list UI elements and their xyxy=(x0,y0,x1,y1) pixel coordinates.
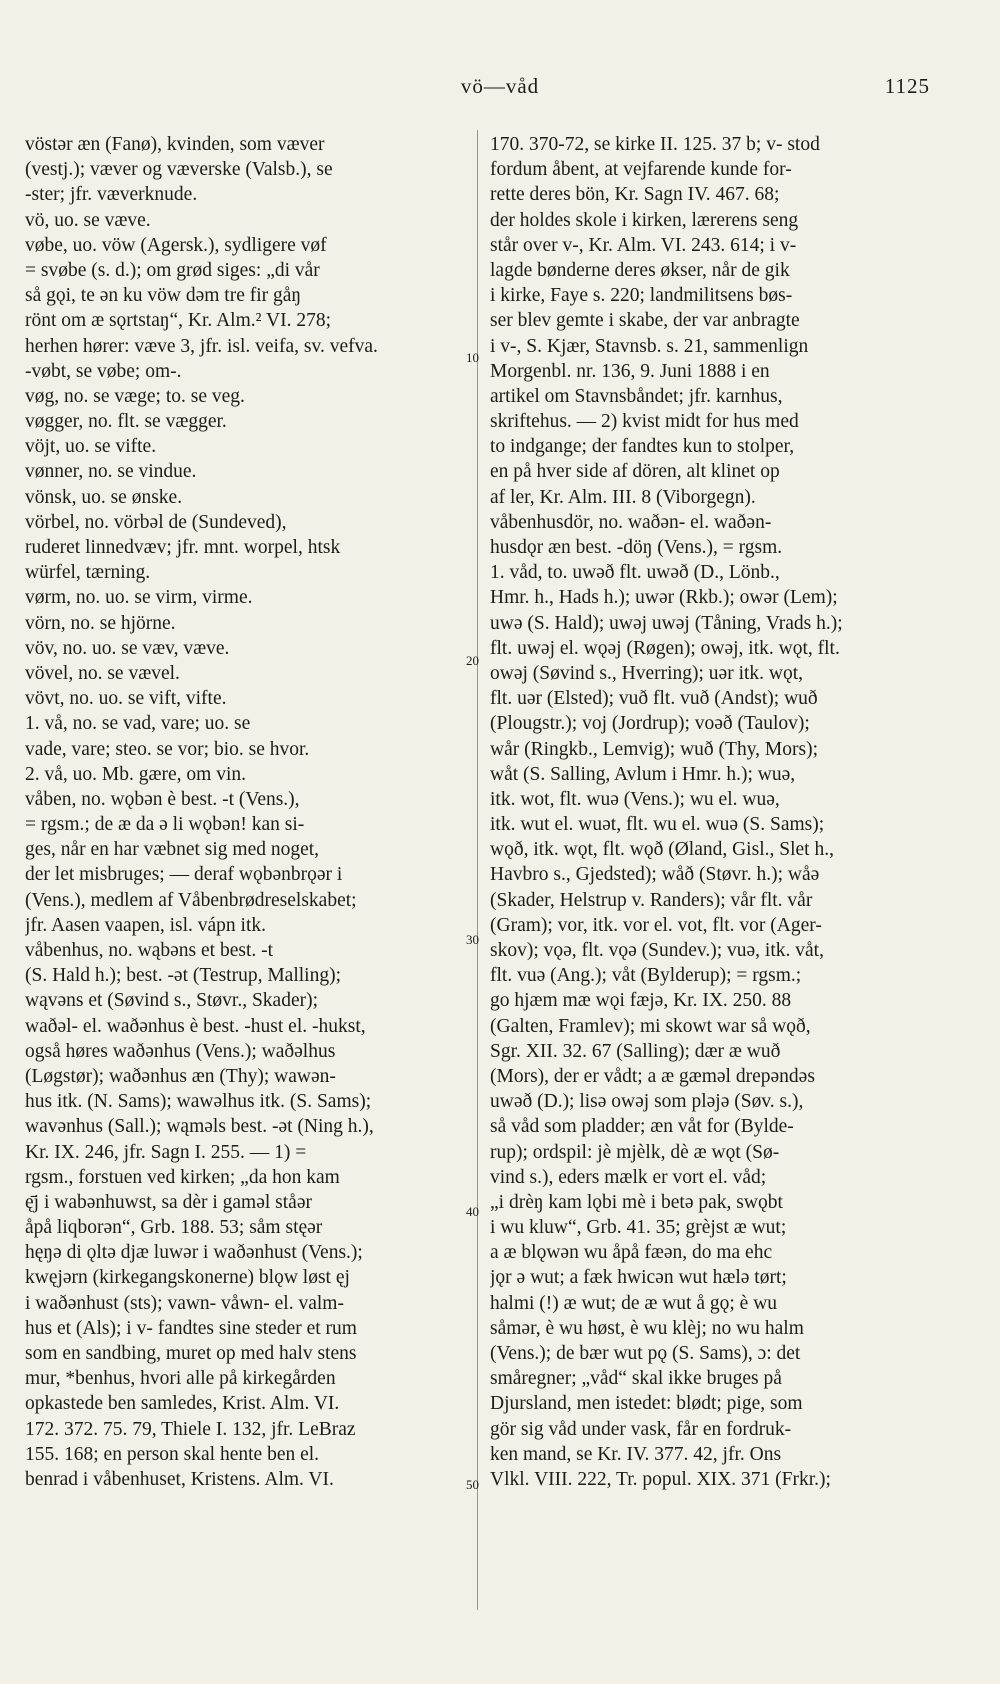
text-line: wåt (S. Salling, Avlum i Hmr. h.); wuə, xyxy=(490,763,796,785)
text-line: vöjt, uo. se vifte. xyxy=(25,436,157,458)
text-line: = rgsm.; de æ da ə li wǫbən! kan si- xyxy=(25,814,305,836)
text-line: benrad i våbenhuset, Kristens. Alm. VI. xyxy=(25,1468,334,1490)
text-line: to indgange; der fandtes kun to stolper, xyxy=(490,436,795,458)
text-line: vønner, no. se vindue. xyxy=(25,461,197,483)
text-line: „i drèŋ kam lǫbi mè i betə pak, swǫbt xyxy=(490,1191,783,1213)
text-line: Sgr. XII. 32. 67 (Salling); dær æ wuð xyxy=(490,1040,781,1062)
text-line: würfel, tærning. xyxy=(25,562,151,584)
text-line: flt. vuə (Ang.); våt (Bylderup); = rgsm.; xyxy=(490,965,802,987)
text-line: i kirke, Faye s. 220; landmilitsens bøs- xyxy=(490,285,793,307)
page-header-title: vö—våd xyxy=(460,74,540,98)
text-line: rgsm., forstuen ved kirken; „da hon kam xyxy=(25,1166,340,1188)
text-line: flt. uər (Elsted); vuð flt. vuð (Andst); wuð xyxy=(490,688,818,710)
text-line: ken mand, se Kr. IV. 377. 42, jfr. Ons xyxy=(490,1443,782,1465)
text-line: owəj (Søvind s., Hverring); uər itk. wǫt, xyxy=(490,662,804,684)
text-line: ę̄j i wabənhuwst, sa dèr i gaməl ståər xyxy=(25,1191,312,1213)
text-line: waðəl- el. waðənhus è best. -hust el. -hukst, xyxy=(25,1015,366,1037)
text-line: rup); ordspil: jè mjèlk, dè æ wǫt (Sø- xyxy=(490,1141,780,1163)
text-line: i waðənhust (sts); vawn- våwn- el. valm- xyxy=(25,1292,344,1314)
text-line: i v-, S. Kjær, Stavnsb. s. 21, sammenlign xyxy=(490,335,809,357)
text-line: husdǫr æn best. -döŋ (Vens.), = rgsm. xyxy=(490,537,783,558)
text-line: mur, *benhus, hvori alle på kirkegården xyxy=(25,1368,336,1390)
text-line: vörbel, no. vörbəl de (Sundeved), xyxy=(25,511,287,533)
text-line: artikel om Stavnsbåndet; jfr. karnhus, xyxy=(490,385,783,407)
text-line: (Løgstør); waðənhus æn (Thy); wawən- xyxy=(25,1065,336,1087)
text-line: itk. wut el. wuət, flt. wu el. wuə (S. Sams); xyxy=(490,814,825,836)
left-column xyxy=(25,132,465,1492)
text-line: Hmr. h., Hads h.); uwər (Rkb.); owər (Lem); xyxy=(490,587,838,609)
text-line: vönsk, uo. se ønske. xyxy=(25,486,183,508)
text-line: 155. 168; en person skal hente ben el. xyxy=(25,1443,320,1465)
text-line: vöstər æn (Fanø), kvinden, som væver xyxy=(25,134,325,155)
text-line: 170. 370-72, se kirke II. 125. 37 b; v- stod xyxy=(490,134,820,155)
text-line: (Vens.), medlem af Våbenbrødreselskabet; xyxy=(25,889,357,911)
text-line: vövel, no. se vævel. xyxy=(25,662,180,684)
text-line: halmi (!) æ wut; de æ wut å gǫ; è wu xyxy=(490,1292,778,1314)
text-line: af ler, Kr. Alm. III. 8 (Viborgegn). xyxy=(490,486,756,508)
text-line: Havbro s., Gjedsted); wåð (Støvr. h.); wåə xyxy=(490,864,820,886)
text-line: lagde bønderne deres økser, når de gik xyxy=(490,259,790,281)
text-line: uwəð (D.); lisə owəj som pləjə (Søv. s.), xyxy=(490,1091,804,1113)
text-line: i wu kluw“, Grb. 41. 35; grèjst æ wut; xyxy=(490,1217,787,1239)
text-line: ruderet linnedvæv; jfr. mnt. worpel, htsk xyxy=(25,537,341,558)
right-column xyxy=(490,132,945,1492)
text-line: 1. vå, no. se vad, vare; uo. se xyxy=(25,713,251,735)
text-line: som en sandbing, muret op med halv stens xyxy=(25,1343,357,1364)
text-line: (Plougstr.); voj (Jordrup); voəð (Taulov); xyxy=(490,713,810,735)
text-line: flt. uwəj el. wǫəj (Røgen); owəj, itk. wǫt, flt. xyxy=(490,637,840,659)
text-line: våben, no. wǫbən è best. -t (Vens.), xyxy=(25,788,300,810)
text-line: (vestj.); væver og væverske (Valsb.), se xyxy=(25,159,333,181)
text-line: wąvəns et (Søvind s., Støvr., Skader); xyxy=(25,990,319,1012)
text-line: itk. wot, flt. wuə (Vens.); wu el. wuə, xyxy=(490,788,780,810)
line-number-50: 50 xyxy=(466,1477,479,1492)
text-line: (S. Hald h.); best. -ət (Testrup, Malling); xyxy=(25,965,341,987)
text-line: jfr. Aasen vaapen, isl. vápn itk. xyxy=(25,914,266,936)
text-line: herhen hører: væve 3, jfr. isl. veifa, sv. vefva. xyxy=(25,335,378,357)
text-line: jǫr ə wut; a fæk hwicən wut hælə tørt; xyxy=(490,1267,787,1289)
text-line: vöv, no. uo. se væv, væve. xyxy=(25,637,230,659)
text-line: ges, når en har væbnet sig med noget, xyxy=(25,839,320,861)
text-line: der let misbruges; — deraf wǫbənbrǫər i xyxy=(25,864,343,886)
text-line: fordum åbent, at vejfarende kunde for- xyxy=(490,159,792,181)
text-line: 172. 372. 75. 79, Thiele I. 132, jfr. LeBraz xyxy=(25,1418,356,1440)
text-line: uwə (S. Hald); uwəj uwəj (Tåning, Vrads h.); xyxy=(490,612,843,634)
text-line: vøbe, uo. vöw (Agersk.), sydligere vøf xyxy=(25,234,327,256)
text-line: 1. våd, to. uwəð flt. uwəð (D., Lönb., xyxy=(490,562,780,584)
text-line: hęŋə di ǫltə djæ luwər i waðənhust (Vens.); xyxy=(25,1242,363,1264)
text-line: vövt, no. uo. se vift, vifte. xyxy=(25,688,227,710)
text-line: Morgenbl. nr. 136, 9. Juni 1888 i en xyxy=(490,360,770,382)
text-line: våbenhus, no. wąbəns et best. -t xyxy=(25,940,274,961)
text-line: -ster; jfr. væverknude. xyxy=(25,184,198,206)
text-line: såmər, è wu høst, è wu klèj; no wu halm xyxy=(490,1317,804,1339)
text-line: våbenhusdör, no. waðən- el. waðən- xyxy=(490,511,772,533)
text-line: 2. vå, uo. Mb. gære, om vin. xyxy=(25,763,246,785)
text-line: rette deres bön, Kr. Sagn IV. 467. 68; xyxy=(490,184,780,206)
running-head xyxy=(0,74,1000,102)
text-line: åpå liqborən“, Grb. 188. 53; såm stęər xyxy=(25,1217,323,1239)
text-line: vade, vare; steo. se vor; bio. se hvor. xyxy=(25,738,310,760)
text-line: (Vens.); de bær wut pǫ (S. Sams), ɔ: det xyxy=(490,1343,801,1364)
text-line: Djursland, men istedet: blødt; pige, som xyxy=(490,1393,803,1415)
text-line: der holdes skole i kirken, lærerens seng xyxy=(490,209,799,231)
text-line: Vlkl. VIII. 222, Tr. popul. XIX. 371 (Frkr.); xyxy=(490,1468,831,1490)
page-number: 1125 xyxy=(884,74,930,98)
text-line: opkastede ben samledes, Krist. Alm. VI. xyxy=(25,1393,340,1415)
text-line: står over v-, Kr. Alm. VI. 243. 614; i v- xyxy=(490,234,797,256)
text-line: vörn, no. se hjörne. xyxy=(25,612,176,634)
text-line: en på hver side af dören, alt klinet op xyxy=(490,461,780,483)
text-line: wavənhus (Sall.); wąməls best. -ət (Ning h.), xyxy=(25,1116,374,1138)
text-line: skriftehus. — 2) kvist midt for hus med xyxy=(490,411,799,433)
text-line: (Gram); vor, itk. vor el. vot, flt. vor (Ager- xyxy=(490,914,822,936)
text-line: (Skader, Helstrup v. Randers); vår flt. vår xyxy=(490,889,813,911)
text-line: -vøbt, se vøbe; om-. xyxy=(25,360,182,382)
text-line: vøgger, no. flt. se vægger. xyxy=(25,411,227,433)
text-line: så gǫi, te ən ku vöw dəm tre fir gåŋ xyxy=(25,285,302,307)
text-line: = svøbe (s. d.); om grød siges: „di vår xyxy=(25,259,320,281)
text-line: småregner; „våd“ skal ikke bruges på xyxy=(490,1368,782,1390)
text-line: (Galten, Framlev); mi skowt war så wǫð, xyxy=(490,1015,811,1037)
text-line: rönt om æ sǫrtstaŋ“, Kr. Alm.² VI. 278; xyxy=(25,310,332,332)
line-number-20: 20 xyxy=(466,653,479,668)
text-line: ser blev gemte i skabe, der var anbragte xyxy=(490,310,800,332)
text-line: wǫð, itk. wǫt, flt. wǫð (Øland, Gisl., Slet h., xyxy=(490,839,834,861)
text-line: vørm, no. uo. se virm, virme. xyxy=(25,587,253,609)
text-line: vö, uo. se væve. xyxy=(25,209,151,231)
text-line: så våd som pladder; æn våt for (Bylde- xyxy=(490,1116,794,1138)
text-line: go hjæm mæ wǫi fæjə, Kr. IX. 250. 88 xyxy=(490,990,792,1012)
text-line: vøg, no. se væge; to. se veg. xyxy=(25,385,245,407)
text-line: skov); vǫə, flt. vǫə (Sundev.); vuə, itk. våt, xyxy=(490,940,824,961)
line-number-40: 40 xyxy=(466,1204,479,1219)
text-line: vind s.), eders mælk er vort el. våd; xyxy=(490,1166,767,1188)
text-line: hus itk. (N. Sams); wawəlhus itk. (S. Sams); xyxy=(25,1091,372,1113)
line-number-10: 10 xyxy=(466,350,479,365)
text-line: gör sig våd under vask, får en fordruk- xyxy=(490,1418,792,1440)
text-line: kwęjərn (kirkegangskonerne) blǫw løst ęj xyxy=(25,1267,350,1289)
text-line: Kr. IX. 246, jfr. Sagn I. 255. — 1) = xyxy=(25,1141,307,1163)
text-line: wår (Ringkb., Lemvig); wuð (Thy, Mors); xyxy=(490,738,819,760)
text-line: også høres waðənhus (Vens.); waðəlhus xyxy=(25,1040,336,1062)
text-line: (Mors), der er vådt; a æ gæməl drepəndəs xyxy=(490,1065,815,1087)
line-number-30: 30 xyxy=(466,932,479,947)
text-line: a æ blǫwən wu åpå fæən, do ma ehc xyxy=(490,1242,773,1264)
text-line: hus et (Als); i v- fandtes sine steder et rum xyxy=(25,1317,357,1339)
